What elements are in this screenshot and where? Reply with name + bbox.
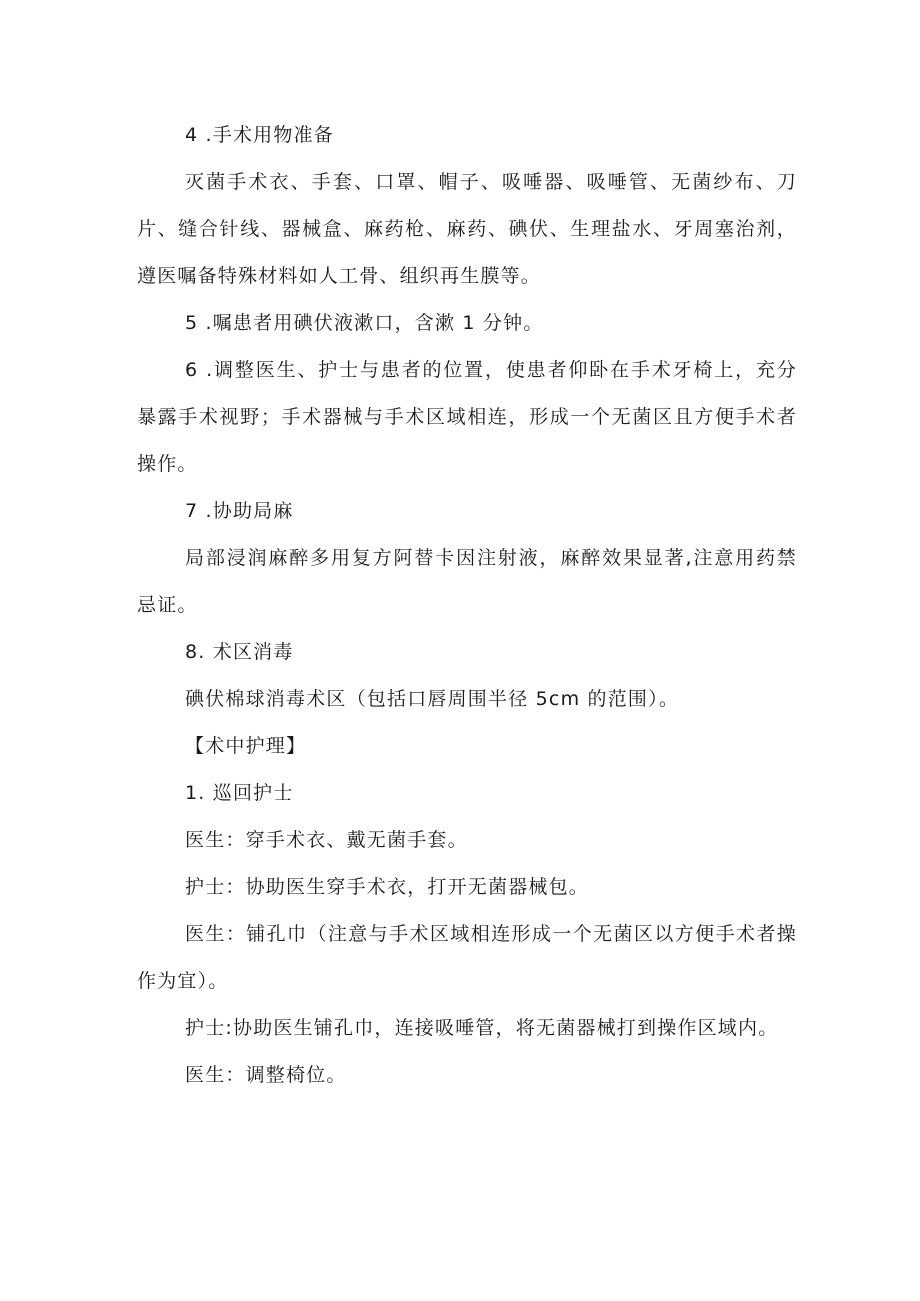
paragraph-doctor-1: 医生：穿手术衣、戴无菌手套。	[185, 829, 468, 851]
paragraph-doctor-2: 医生：铺孔巾（注意与手术区域相连形成一个无菌区以方便手术者操作为宜）。	[137, 923, 797, 992]
section-heading-6: 6 .调整医生、护士与患者的位置，使患者仰卧在手术牙椅上，充分暴露手术视野；手术器械与手术区域相连，形成一个无菌区且方便手术者操作。	[137, 359, 797, 475]
section-title-intraoperative: 【术中护理】	[185, 735, 307, 757]
section-heading-5: 5 .嘱患者用碘伏液漱口，含漱 1 分钟。	[185, 312, 544, 334]
paragraph-supplies: 灭菌手术衣、手套、口罩、帽子、吸唾器、吸唾管、无菌纱布、刀片、缝合针线、器械盒、麻药枪、麻药、碘伏、生理盐水、牙周塞治剂，遵医嘱备特殊材料如人工骨、组织再生膜等。	[137, 171, 797, 287]
section-heading-7: 7 .协助局麻	[185, 500, 294, 522]
paragraph-disinfection: 碘伏棉球消毒术区（包括口唇周围半径 5cm 的范围）。	[185, 688, 680, 710]
subheading-circulating-nurse: 1. 巡回护士	[185, 782, 294, 804]
paragraph-nurse-1: 护士：协助医生穿手术衣，打开无菌器械包。	[185, 876, 590, 898]
paragraph-nurse-2: 护士:协助医生铺孔巾，连接吸唾管，将无菌器械打到操作区域内。	[185, 1017, 779, 1039]
section-heading-8: 8. 术区消毒	[185, 641, 294, 663]
paragraph-doctor-3: 医生：调整椅位。	[185, 1064, 347, 1086]
section-heading-4: 4 .手术用物准备	[185, 124, 334, 146]
paragraph-anesthesia: 局部浸润麻醉多用复方阿替卡因注射液，麻醉效果显著,注意用药禁忌证。	[137, 547, 797, 616]
document-body	[137, 112, 797, 1099]
